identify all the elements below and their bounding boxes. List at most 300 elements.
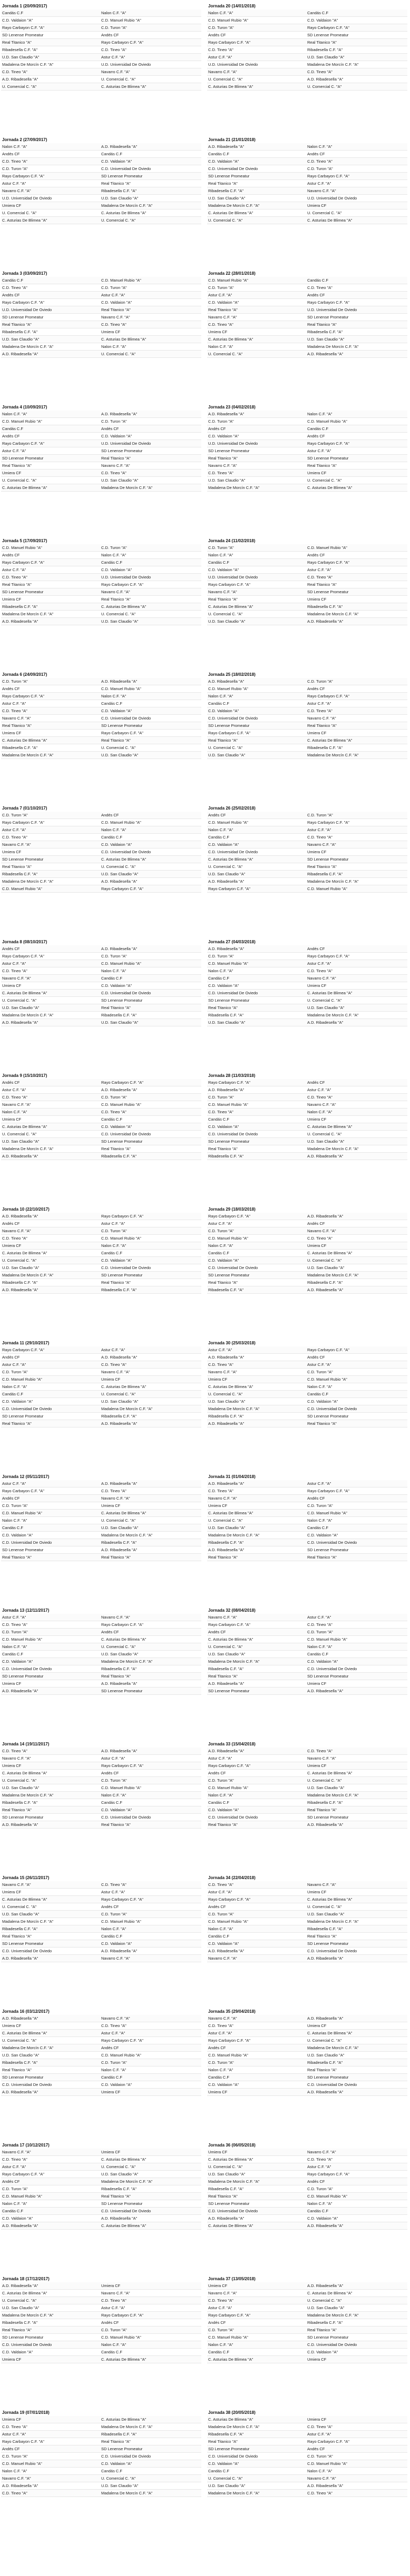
away-team: C. Asturias De Blimea "A" xyxy=(101,2223,147,2228)
away-team: C.D. Turon "A" xyxy=(307,1630,333,1634)
jornada-title: Jornada 19 (07/01/2018) xyxy=(2,2410,50,2415)
away-team: U.D. San Claudio "A" xyxy=(307,1139,345,1144)
away-team: Rayo Carbayon C.F. "A" xyxy=(101,582,143,587)
home-team: Madalena De Morcín C.F. "A" xyxy=(2,1793,54,1798)
home-team: A.D. Ribadesella "A" xyxy=(208,946,245,951)
match-row xyxy=(207,1242,407,1250)
match-row xyxy=(1,1539,201,1546)
away-team: C. Asturias De Blimea "A" xyxy=(307,485,353,490)
home-team: C. Asturias De Blimea "A" xyxy=(2,2291,47,2295)
match-row xyxy=(1,1346,201,1354)
away-team: Navarro C.F. "A" xyxy=(101,1370,130,1374)
match-row xyxy=(207,1933,407,1940)
home-team: A.D. Ribadesella "A" xyxy=(208,1547,245,1552)
jornada-title: Jornada 38 (20/05/2018) xyxy=(208,2410,256,2415)
away-team: C.D. Tineo "A" xyxy=(307,285,333,290)
home-team: Astur C.F. "A" xyxy=(2,827,26,832)
away-team: C.D. Tineo "A" xyxy=(101,1362,126,1367)
match-row xyxy=(207,328,407,336)
away-team: C. Asturias De Blimea "A" xyxy=(307,738,353,743)
home-team: C.D. Valdaion "A" xyxy=(208,1941,239,1946)
away-team: C.D. Turon "A" xyxy=(307,2186,333,2191)
away-team: U.D. San Claudio "A" xyxy=(307,1785,345,1790)
match-row xyxy=(207,484,407,492)
match-row xyxy=(207,715,407,722)
away-team: C. Asturias De Blimea "A" xyxy=(307,991,353,995)
away-team: C. Asturias De Blimea "A" xyxy=(307,218,353,223)
match-row xyxy=(207,17,407,24)
home-team: Andés CF xyxy=(2,1221,20,1226)
home-team: Madalena De Morcín C.F. "A" xyxy=(2,612,54,616)
home-team: Astur C.F. "A" xyxy=(208,1347,232,1352)
match-row xyxy=(207,24,407,32)
match-row xyxy=(1,1933,201,1940)
home-team: Candás C.F xyxy=(208,1934,230,1939)
match-row xyxy=(207,588,407,596)
away-team: Andés CF xyxy=(307,1496,325,1501)
away-team: C.D. Manuel Rubio "A" xyxy=(307,2461,347,2466)
match-row xyxy=(207,2163,407,2171)
home-team: C. Asturias De Blimea "A" xyxy=(2,1124,47,1129)
away-team: Madalena De Morcín C.F. "A" xyxy=(101,2491,153,2495)
jornada-block xyxy=(1,668,201,800)
away-team: Candás C.F xyxy=(101,2075,123,2080)
jornada-block xyxy=(207,401,407,533)
away-team: C.D. Universidad De Oviedo xyxy=(101,991,151,995)
away-team: C.D. Manuel Rubio "A" xyxy=(101,686,141,691)
home-team: Real Titanico "A" xyxy=(2,864,32,869)
match-row xyxy=(1,1665,201,1673)
away-team: Madalena De Morcín C.F. "A" xyxy=(307,1146,359,1151)
match-row xyxy=(207,2334,407,2341)
away-team: C.D. Manuel Rubio "A" xyxy=(101,1102,141,1107)
away-team: Real Titanico "A" xyxy=(101,1146,131,1151)
match-row xyxy=(1,744,201,752)
match-row xyxy=(1,9,201,17)
match-row xyxy=(207,1495,407,1502)
home-team: SD Lenense Promeatur xyxy=(2,1815,44,1820)
away-team: Umiera CF xyxy=(307,2357,327,2362)
match-list xyxy=(1,143,201,224)
home-team: A.D. Ribadesella "A" xyxy=(208,1087,245,1092)
home-team: Nalon C.F. "A" xyxy=(2,1384,27,1389)
away-team: A.D. Ribadesella "A" xyxy=(307,1822,344,1827)
away-team: Ribadesella C.F. "A" xyxy=(307,604,343,609)
home-team: Rayo Carbayon C.F. "A" xyxy=(208,731,250,735)
jornada-title: Jornada 17 (10/12/2017) xyxy=(2,2143,50,2148)
match-row xyxy=(207,2185,407,2193)
home-team: Andés CF xyxy=(208,1904,226,1909)
home-team: U.D. San Claudio "A" xyxy=(2,2053,40,2058)
away-team: A.D. Ribadesella "A" xyxy=(307,1689,344,1693)
match-row xyxy=(207,1213,407,1220)
match-row xyxy=(207,1658,407,1665)
home-team: C.D. Manuel Rubio "A" xyxy=(208,961,248,966)
away-team: C.D. Valdaion "A" xyxy=(101,983,132,988)
home-team: Candás C.F xyxy=(208,1251,230,1255)
away-team: C. Asturias De Blimea "A" xyxy=(101,604,147,609)
home-team: Real Titanico "A" xyxy=(208,738,238,743)
home-team: C.D. Valdaion "A" xyxy=(2,1659,33,1664)
match-row xyxy=(207,277,407,284)
away-team: Andés CF xyxy=(307,686,325,691)
away-team: C.D. Turon "A" xyxy=(101,25,127,30)
away-team: Nalon C.F. "A" xyxy=(307,1384,333,1389)
home-team: C.D. Valdaion "A" xyxy=(208,983,239,988)
home-team: Andés CF xyxy=(208,1630,226,1634)
match-row xyxy=(207,39,407,46)
match-row xyxy=(1,1145,201,1153)
home-team: C.D. Universidad De Oviedo xyxy=(208,1132,258,1136)
away-team: Real Titanico "A" xyxy=(101,1822,131,1827)
home-team: C. Asturias De Blimea "A" xyxy=(2,1771,47,1775)
away-team: C.D. Manuel Rubio "A" xyxy=(101,2335,141,2340)
home-team: SD Lenense Promeatur xyxy=(2,2075,44,2080)
away-team: C.D. Turon "A" xyxy=(101,419,127,424)
match-row xyxy=(1,1286,201,1294)
home-team: Rayo Carbayon C.F. "A" xyxy=(2,1489,44,1493)
match-row xyxy=(207,158,407,165)
match-row xyxy=(207,700,407,707)
away-team: C.D. Turon "A" xyxy=(307,166,333,171)
home-team: Candás C.F xyxy=(208,1800,230,1805)
match-row xyxy=(207,945,407,953)
match-row xyxy=(1,143,201,151)
away-team: Candás C.F xyxy=(307,11,329,15)
away-team: C.D. Valdaion "A" xyxy=(101,1258,132,1263)
home-team: Navarro C.F. "A" xyxy=(2,2476,31,2481)
jornada-title: Jornada 7 (01/10/2017) xyxy=(2,806,47,811)
away-team: SD Lenense Promeatur xyxy=(101,2201,143,2206)
away-team: U.D. Universidad De Oviedo xyxy=(101,62,151,67)
home-team: U.D. San Claudio "A" xyxy=(208,753,246,757)
jornada-title: Jornada 12 (05/11/2017) xyxy=(2,1474,50,1479)
match-row xyxy=(1,848,201,856)
match-row xyxy=(1,151,201,158)
away-team: Nalon C.F. "A" xyxy=(307,1110,333,1114)
match-row xyxy=(207,2349,407,2356)
home-team: C.D. Turon "A" xyxy=(208,2060,234,2065)
match-row xyxy=(207,151,407,158)
match-row xyxy=(1,2171,201,2178)
match-row xyxy=(207,1279,407,1286)
away-team: Astur C.F. "A" xyxy=(307,181,331,186)
home-team: Ribadesella C.F. "A" xyxy=(2,1280,38,1285)
match-row xyxy=(1,1220,201,1227)
match-row xyxy=(207,61,407,68)
jornada-title: Jornada 15 (26/11/2017) xyxy=(2,1875,50,1880)
match-row xyxy=(1,433,201,440)
away-team: Rayo Carbayon C.F. "A" xyxy=(101,731,143,735)
home-team: C.D. Valdaion "A" xyxy=(2,2216,33,2221)
away-team: SD Lenense Promeatur xyxy=(307,1941,349,1946)
match-row xyxy=(1,2044,201,2052)
match-row xyxy=(1,1272,201,1279)
match-row xyxy=(1,2156,201,2163)
away-team: C.D. Valdaion "A" xyxy=(101,2461,132,2466)
match-row xyxy=(1,588,201,596)
away-team: C.D. Valdaion "A" xyxy=(101,1124,132,1129)
home-team: A.D. Ribadesella "A" xyxy=(208,1749,245,1753)
away-team: A.D. Ribadesella "A" xyxy=(307,1020,344,1025)
match-row xyxy=(1,1748,201,1755)
match-row xyxy=(1,1889,201,1896)
home-team: U. Comercial C. "A" xyxy=(2,2038,37,2043)
home-team: C. Asturias De Blimea "A" xyxy=(208,2357,253,2362)
match-row xyxy=(1,1383,201,1391)
home-team: Astur C.F. "A" xyxy=(208,2305,232,2310)
jornada-block xyxy=(1,1872,201,2003)
match-row xyxy=(207,2015,407,2022)
away-team: Candás C.F xyxy=(307,2209,329,2213)
match-row xyxy=(207,1539,407,1546)
away-team: C.D. Universidad De Oviedo xyxy=(101,716,151,721)
home-team: C.D. Manuel Rubio "A" xyxy=(208,278,248,283)
away-team: Madalena De Morcín C.F. "A" xyxy=(307,2313,359,2318)
match-row xyxy=(207,1889,407,1896)
away-team: Candás C.F xyxy=(101,1251,123,1255)
jornada-title: Jornada 2 (27/09/2017) xyxy=(2,137,47,142)
match-row xyxy=(207,1546,407,1554)
home-team: A.D. Ribadesella "A" xyxy=(2,2283,38,2288)
away-team: Candás C.F xyxy=(101,2469,123,2473)
away-team: C. Asturias De Blimea "A" xyxy=(307,2031,353,2035)
home-team: U. Comercial C. "A" xyxy=(208,352,243,356)
away-team: U.D. San Claudio "A" xyxy=(307,337,345,342)
match-row xyxy=(1,1636,201,1643)
away-team: A.D. Ribadesella "A" xyxy=(307,77,344,82)
home-team: Navarro C.F. "A" xyxy=(208,1496,237,1501)
away-team: Real Titanico "A" xyxy=(307,40,337,45)
away-team: C.D. Universidad De Oviedo xyxy=(101,166,151,171)
match-row xyxy=(1,2297,201,2304)
home-team: U.D. San Claudio "A" xyxy=(2,2305,40,2310)
home-team: Navarro C.F. "A" xyxy=(208,315,237,319)
home-team: Madalena De Morcín C.F. "A" xyxy=(2,62,54,67)
match-row xyxy=(1,440,201,447)
match-row xyxy=(207,1955,407,1962)
match-row xyxy=(1,581,201,588)
home-team: C.D. Tineo "A" xyxy=(2,69,27,74)
away-team: C.D. Valdaion "A" xyxy=(307,18,338,23)
match-row xyxy=(1,841,201,848)
away-team: Navarro C.F. "A" xyxy=(101,463,130,468)
away-team: Nalon C.F. "A" xyxy=(101,1926,126,1931)
away-team: C. Asturias De Blimea "A" xyxy=(307,2291,353,2295)
match-row xyxy=(1,1354,201,1361)
home-team: Real Titanico "A" xyxy=(2,1808,32,1812)
away-team: C.D. Universidad De Oviedo xyxy=(307,2082,357,2087)
match-row xyxy=(1,2431,201,2438)
home-team: C.D. Valdaion "A" xyxy=(2,1533,33,1537)
away-team: Umiera CF xyxy=(307,983,327,988)
match-row xyxy=(207,2052,407,2059)
away-team: C. Asturias De Blimea "A" xyxy=(101,337,147,342)
away-team: A.D. Ribadesella "A" xyxy=(307,619,344,624)
home-team: Real Titanico "A" xyxy=(2,2068,32,2072)
away-team: Madalena De Morcín C.F. "A" xyxy=(307,344,359,349)
away-team: C.D. Valdaion "A" xyxy=(307,1533,338,1537)
match-row xyxy=(1,1911,201,1918)
away-team: U.D. Universidad De Oviedo xyxy=(101,441,151,446)
home-team: C.D. Tineo "A" xyxy=(2,835,27,840)
home-team: C.D. Turon "A" xyxy=(208,25,234,30)
away-team: C.D. Valdaion "A" xyxy=(101,567,132,572)
away-team: Andés CF xyxy=(307,434,325,438)
match-row xyxy=(1,17,201,24)
match-row xyxy=(207,1420,407,1427)
home-team: SD Lenense Promeatur xyxy=(208,998,250,1003)
home-team: C.D. Manuel Rubio "A" xyxy=(208,2053,248,2058)
away-team: Astur C.F. "A" xyxy=(307,961,331,966)
match-row xyxy=(1,165,201,173)
match-row xyxy=(207,2297,407,2304)
home-team: C. Asturias De Blimea "A" xyxy=(208,1637,253,1642)
match-row xyxy=(1,1643,201,1651)
away-team: C.D. Turon "A" xyxy=(101,1912,127,1916)
home-team: C.D. Universidad De Oviedo xyxy=(208,1265,258,1270)
match-row xyxy=(1,953,201,960)
away-team: Umiera CF xyxy=(307,1117,327,1122)
match-row xyxy=(207,187,407,195)
away-team: U. Comercial C. "A" xyxy=(307,1258,342,1263)
home-team: C.D. Tineo "A" xyxy=(2,2157,27,2162)
match-row xyxy=(1,46,201,54)
away-team: A.D. Ribadesella "A" xyxy=(101,1749,138,1753)
home-team: U.D. San Claudio "A" xyxy=(208,619,246,624)
away-team: Astur C.F. "A" xyxy=(101,293,125,297)
match-row xyxy=(1,336,201,343)
away-team: Andés CF xyxy=(101,33,119,37)
home-team: Nalon C.F. "A" xyxy=(2,412,27,416)
away-team: Umiera CF xyxy=(101,2090,121,2094)
home-team: Madalena De Morcín C.F. "A" xyxy=(208,2491,260,2495)
match-list xyxy=(1,1614,201,1695)
home-team: Rayo Carbayon C.F. "A" xyxy=(2,2172,44,2176)
away-team: Ribadesella C.F. "A" xyxy=(307,1280,343,1285)
match-row xyxy=(207,1220,407,1227)
away-team: Astur C.F. "A" xyxy=(101,1221,125,1226)
match-list xyxy=(207,678,407,759)
match-row xyxy=(207,209,407,217)
home-team: C.D. Turon "A" xyxy=(208,1912,234,1916)
match-row xyxy=(207,2431,407,2438)
away-team: C.D. Tineo "A" xyxy=(101,1489,126,1493)
away-team: Madalena De Morcín C.F. "A" xyxy=(101,2179,153,2184)
jornada-block xyxy=(1,1604,201,1736)
away-team: C.D. Manuel Rubio "A" xyxy=(101,1236,141,1241)
home-team: Andés CF xyxy=(2,434,20,438)
away-team: Madalena De Morcín C.F. "A" xyxy=(101,1659,153,1664)
match-row xyxy=(1,2185,201,2193)
match-row xyxy=(1,54,201,61)
match-row xyxy=(207,425,407,433)
home-team: U.D. San Claudio "A" xyxy=(208,872,246,876)
home-team: C.D. Valdaion "A" xyxy=(2,2350,33,2354)
match-row xyxy=(1,1777,201,1784)
match-row xyxy=(207,336,407,343)
away-team: Navarro C.F. "A" xyxy=(101,2291,130,2295)
home-team: C.D. Tineo "A" xyxy=(208,471,233,475)
home-team: U. Comercial C. "A" xyxy=(208,2476,243,2481)
home-team: C.D. Turon "A" xyxy=(2,166,28,171)
match-list xyxy=(1,277,201,358)
away-team: Real Titanico "A" xyxy=(307,582,337,587)
away-team: C.D. Turon "A" xyxy=(101,285,127,290)
home-team: A.D. Ribadesella "A" xyxy=(208,2216,245,2221)
match-row xyxy=(207,1123,407,1131)
match-row xyxy=(207,581,407,588)
away-team: A.D. Ribadesella "A" xyxy=(101,144,138,149)
match-row xyxy=(1,1948,201,1955)
match-row xyxy=(1,856,201,863)
home-team: C.D. Tineo "A" xyxy=(208,47,233,52)
match-row xyxy=(1,1532,201,1539)
home-team: C.D. Manuel Rubio "A" xyxy=(208,18,248,23)
match-row xyxy=(207,1680,407,1688)
match-list xyxy=(1,2015,201,2096)
home-team: C. Asturias De Blimea "A" xyxy=(2,738,47,743)
match-row xyxy=(1,2037,201,2044)
home-team: Nalon C.F. "A" xyxy=(208,344,233,349)
home-team: U.D. San Claudio "A" xyxy=(208,1399,246,1404)
match-row xyxy=(1,447,201,455)
away-team: Nalon C.F. "A" xyxy=(307,2469,333,2473)
match-row xyxy=(1,1079,201,1086)
match-row xyxy=(207,2030,407,2037)
match-row xyxy=(207,611,407,618)
home-team: C. Asturias De Blimea "A" xyxy=(2,1251,47,1255)
home-team: C.D. Valdaion "A" xyxy=(208,434,239,438)
home-team: U.D. Universidad De Oviedo xyxy=(208,441,258,446)
home-team: Candás C.F xyxy=(2,1652,24,1656)
jornada-block xyxy=(1,1471,201,1602)
jornada-title: Jornada 10 (22/10/2017) xyxy=(2,1207,50,1212)
away-team: U.D. Universidad De Oviedo xyxy=(101,575,151,580)
home-team: Astur C.F. "A" xyxy=(2,1615,26,1620)
away-team: Ribadesella C.F. "A" xyxy=(307,2320,343,2325)
away-team: Umiera CF xyxy=(307,1243,327,1248)
away-team: Rayo Carbayon C.F. "A" xyxy=(307,1489,349,1493)
away-team: Andés CF xyxy=(307,1355,325,1360)
home-team: U. Comercial C. "A" xyxy=(208,1518,243,1523)
match-row xyxy=(207,997,407,1004)
match-row xyxy=(207,2089,407,2096)
home-team: SD Lenense Promeatur xyxy=(2,2335,44,2340)
jornada-title: Jornada 25 (18/02/2018) xyxy=(208,672,256,677)
home-team: U. Comercial C. "A" xyxy=(208,1644,243,1649)
away-team: Navarro C.F. "A" xyxy=(307,976,336,981)
home-team: Nalon C.F. "A" xyxy=(2,1518,27,1523)
match-list xyxy=(207,1614,407,1695)
away-team: Real Titanico "A" xyxy=(307,723,337,728)
away-team: Candás C.F xyxy=(307,1652,329,1656)
home-team: Madalena De Morcín C.F. "A" xyxy=(208,203,260,208)
home-team: SD Lenense Promeatur xyxy=(2,456,44,461)
away-team: Madalena De Morcín C.F. "A" xyxy=(101,2424,153,2429)
home-team: Real Titanico "A" xyxy=(2,1934,32,1939)
away-team: C.D. Manuel Rubio "A" xyxy=(101,2053,141,2058)
home-team: C. Asturias De Blimea "A" xyxy=(208,211,253,215)
match-row xyxy=(207,1554,407,1561)
away-team: C.D. Turon "A" xyxy=(101,2328,127,2332)
away-team: Candás C.F xyxy=(101,1800,123,1805)
home-team: SD Lenense Promeatur xyxy=(2,1547,44,1552)
match-row xyxy=(207,306,407,314)
away-team: Madalena De Morcín C.F. "A" xyxy=(101,203,153,208)
away-team: Ribadesella C.F. "A" xyxy=(307,745,343,750)
away-team: C.D. Turon "A" xyxy=(101,1778,127,1783)
